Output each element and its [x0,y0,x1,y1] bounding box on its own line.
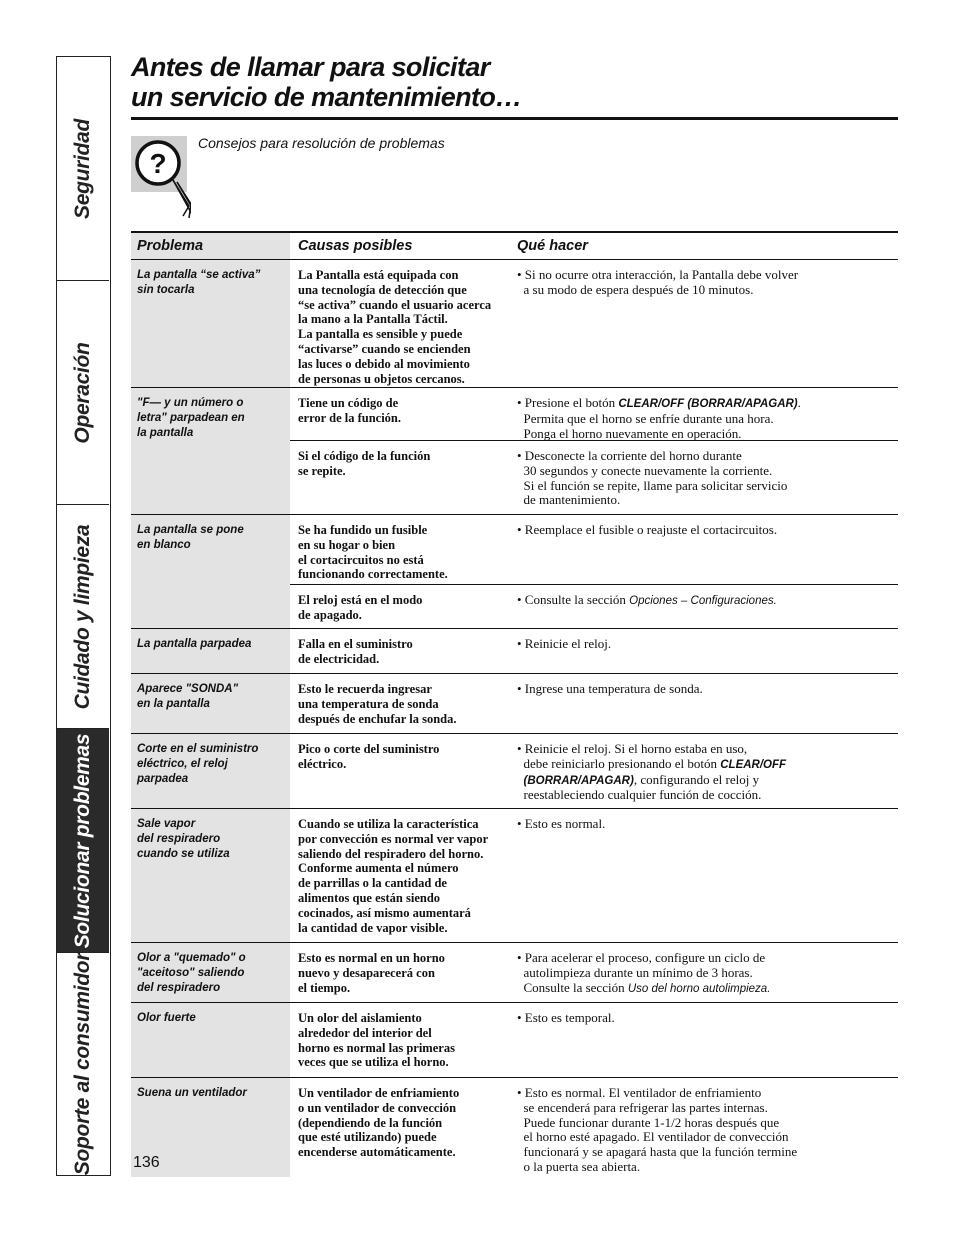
problem-line: Corte en el suministro [137,743,259,755]
action-text: se encenderá para refrigerar las partes internas. [517,1099,768,1115]
action-line [517,523,897,538]
button-reference: Opciones – Configuraciones. [629,595,777,607]
problem-line: parpadea [137,772,189,785]
table-row [131,260,898,388]
cause-line: “activarse” cuando se encienden [298,341,471,356]
tab-operacion[interactable] [57,281,109,505]
cause-cell [298,951,510,995]
cause-line: La pantalla es sensible y puede [298,327,463,342]
cause-line: cocinados, así mismo aumentará [298,905,471,920]
cause-line: el cortacircuitos no está [298,552,424,567]
action-text: • Presione el botón [517,395,619,410]
cause-cell [298,682,510,726]
cause-line: la cantidad de vapor visible. [298,920,448,935]
cause-line: alrededor del interior del [298,1025,432,1040]
problem-cell [137,742,287,786]
problem-line: "aceitoso" saliendo [137,966,245,979]
title-line-2: un servicio de mantenimiento… [131,82,522,112]
action-line [517,268,897,283]
cause-line: en su hogar o bien [298,537,396,552]
action-cell [517,593,897,609]
cause-line: El reloj está en el modo [298,593,423,607]
problem-line: Sale vapor [137,818,196,830]
action-line [517,1130,897,1145]
header-causas: Causas posibles [298,238,413,254]
cause-line: por convección es normal ver vapor [298,831,489,846]
cause-line: (dependiendo de la función [298,1115,443,1130]
action-line [517,788,897,803]
action-text: de mantenimiento. [517,492,621,508]
section-tabs [56,56,111,1176]
problem-line: en blanco [137,538,191,551]
action-text: • Esto es temporal. [517,1010,615,1025]
cause-cell [298,1086,510,1160]
action-line [517,396,897,412]
cause-line: veces que se utiliza el horno. [298,1055,449,1070]
action-line [517,1101,897,1116]
action-line [517,817,897,832]
problem-line: Aparece "SONDA" [137,683,239,695]
problem-cell [137,682,287,712]
tab-label: Solucionar problemas [71,733,94,948]
action-line [517,951,897,966]
action-line [517,1145,897,1160]
cause-line: Un ventilador de enfriamiento [298,1086,460,1100]
cause-line: funcionando correctamente. [298,567,448,582]
action-text: o la puerta sea abierta. [517,1158,641,1174]
problem-line: del respiradero [137,981,221,994]
table-row [131,1003,898,1078]
action-line [517,1160,897,1175]
action-line [517,637,897,652]
cause-line: o un ventilador de convección [298,1100,457,1115]
action-line [517,682,897,697]
problem-cell [137,268,287,298]
page-title [131,52,522,112]
table-row [131,515,898,629]
action-cell [517,268,897,298]
action-text: funcionará y se apagará hasta que la función termine [517,1144,798,1160]
button-reference: Uso del horno autolimpieza. [627,982,771,995]
problem-line: La pantalla “se activa” [137,269,261,281]
table-row [131,809,898,943]
action-text: • Ingrese una temperatura de sonda. [517,681,703,696]
problem-line: La pantalla parpadea [137,638,252,650]
problem-cell [137,637,287,652]
action-text: • Reemplace el fusible o reajuste el cortacircuitos. [517,522,778,537]
problem-cell [137,951,287,995]
cause-line: de apagado. [298,607,362,622]
action-cell [517,523,897,538]
action-text: • Para acelerar el proceso, configure un ciclo de [517,950,766,965]
button-reference: CLEAR/OFF (BORRAR/APAGAR) [618,398,798,410]
cause-line: las luces o debido al movimiento [298,356,470,371]
action-line [517,493,897,508]
action-cell [517,742,897,803]
action-text: • Consulte la sección [517,592,630,607]
action-cell [517,396,897,441]
cause-line: de electricidad. [298,651,380,666]
button-reference: CLEAR/OFF [720,758,787,771]
header-problema: Problema [137,238,204,254]
table-row [131,734,898,809]
cause-cell [298,523,510,582]
cause-line: Si el código de la función [298,449,431,463]
problem-line: en la pantalla [137,697,210,710]
tab-label: Cuidado y limpieza [71,524,94,709]
action-text: , configurando el reloj y [633,771,760,787]
cause-row [290,809,898,943]
cause-line: Esto es normal en un horno [298,951,445,965]
action-cell [517,817,897,832]
action-line [517,757,897,773]
problem-line: Olor a "quemado" o [137,952,246,964]
problem-cell [137,396,287,440]
tab-seguridad[interactable] [57,57,109,281]
action-text: • Desconecte la corriente del horno durante [517,448,742,463]
problem-line: sin tocarla [137,283,195,296]
action-text: Ponga el horno nuevamente en operación. [517,425,742,441]
question-magnifier-icon [131,136,191,220]
cause-row [290,734,898,809]
action-line [517,1116,897,1131]
cause-cell [298,268,510,386]
troubleshooting-table [131,231,898,1176]
action-text: • Si no ocurre otra interacción, la Pantalla debe volver [517,267,799,282]
cause-line: Cuando se utiliza la característica [298,817,479,831]
problem-line: "F— y un número o [137,397,244,409]
action-line [517,593,897,609]
action-line [517,412,897,427]
svg-text:?: ? [149,148,167,179]
action-text: debe reiniciarlo presionando el botón [517,755,721,771]
tab-label: Operación [71,341,94,444]
cause-row [290,1003,898,1078]
action-line [517,1011,897,1026]
problem-line: del respiradero [137,832,221,845]
action-cell [517,951,897,996]
header-que-hacer: Qué hacer [517,238,588,254]
cause-line: encenderse automáticamente. [298,1145,456,1160]
cause-line: de personas u objetos cercanos. [298,371,465,386]
action-cell [517,1086,897,1175]
cause-line: Se ha fundido un fusible [298,523,428,537]
action-line [517,773,897,789]
problem-line: letra" parpadean en [137,411,245,424]
action-text: • Esto es normal. [517,816,606,831]
problem-line: la pantalla [137,426,194,439]
cause-line: Falla en el suministro [298,637,413,651]
section-subtitle: Consejos para resolución de problemas [198,135,445,151]
action-text: Permita que el horno se enfríe durante una hora. [517,410,774,426]
action-text: • Esto es normal. El ventilador de enfriamiento [517,1085,762,1100]
cause-line: nuevo y desaparecerá con [298,965,435,980]
cause-row [290,629,898,674]
tab-soporte-al-consumidor[interactable] [57,953,109,1174]
action-text: 30 segundos y conecte nuevamente la corriente. [517,462,773,478]
cause-cell [298,742,510,772]
tab-label: Soporte al consumidor [71,952,94,1175]
problem-cell [137,523,287,553]
cause-row [290,674,898,734]
cause-line: “se activa” cuando el usuario acerca [298,297,492,312]
cause-row [290,260,898,388]
action-cell [517,637,897,652]
action-text: . [797,395,801,410]
table-row [131,943,898,1003]
cause-line: Pico o corte del suministro [298,742,440,756]
cause-line: saliendo del respiradero del horno. [298,846,484,861]
table-row [131,1078,898,1176]
action-text: • Reinicie el reloj. [517,636,612,651]
button-reference: (BORRAR/APAGAR) [523,774,634,787]
table-header [131,231,898,260]
cause-line: eléctrico. [298,756,347,771]
cause-row [290,584,898,630]
cause-cell [298,817,510,935]
tab-solucionar-problemas[interactable] [57,729,109,953]
title-rule [131,117,898,120]
tab-label: Seguridad [71,118,94,219]
problem-line: eléctrico, el reloj [137,757,228,770]
problem-line: cuando se utiliza [137,847,230,860]
cause-line: después de enchufar la sonda. [298,711,457,726]
cause-line: Tiene un código de [298,396,399,410]
cause-line: el tiempo. [298,980,351,995]
action-text: el horno esté apagado. El ventilador de convección [517,1129,789,1145]
table-row [131,388,898,515]
cause-row [290,943,898,1003]
cause-line: La Pantalla está equipada con [298,268,459,282]
problem-line: Olor fuerte [137,1012,196,1024]
cause-cell [298,637,510,667]
cause-line: una temperatura de sonda [298,696,439,711]
cause-line: Esto le recuerda ingresar [298,682,432,696]
cause-cell [298,593,510,623]
action-line [517,449,897,464]
action-line [517,479,897,494]
action-cell [517,682,897,697]
cause-line: la mano a la Pantalla Táctil. [298,312,448,327]
action-text: Puede funcionar durante 1-1/2 horas después que [517,1114,780,1130]
table-row [131,629,898,674]
cause-row [290,388,898,440]
action-line [517,464,897,479]
action-text: autolimpieza durante un mínimo de 3 horas. [517,964,753,980]
problem-line: Suena un ventilador [137,1087,247,1099]
cause-line: Un olor del aislamiento [298,1011,422,1025]
action-line [517,283,897,298]
action-text: Consulte la sección [517,979,628,995]
problem-line: La pantalla se pone [137,524,244,536]
cause-line: una tecnología de detección que [298,282,467,297]
cause-line: se repite. [298,463,346,478]
cause-line: error de la función. [298,410,402,425]
page-number: 136 [133,1154,160,1171]
cause-row [290,1078,898,1176]
action-text: a su modo de espera después de 10 minutos. [517,281,754,297]
action-line [517,1086,897,1101]
cause-line: alimentos que están siendo [298,890,441,905]
table-row [131,674,898,734]
cause-line: de parrillas o la cantidad de [298,876,447,891]
cause-row [290,440,898,516]
cause-line: Conforme aumenta el número [298,861,459,876]
action-line [517,742,897,757]
action-cell [517,449,897,508]
action-text: Si el función se repite, llame para solicitar servicio [517,477,788,493]
cause-cell [298,396,510,426]
tab-cuidado-y-limpieza[interactable] [57,505,109,729]
action-text: • Reinicie el reloj. Si el horno estaba en uso, [517,741,748,756]
problem-cell [137,817,287,861]
action-text: reestableciendo cualquier función de cocción. [517,787,762,803]
title-line-1: Antes de llamar para solicitar [131,52,490,82]
problem-cell [137,1011,287,1026]
action-line [517,966,897,981]
problem-cell [137,1086,287,1101]
cause-line: horno es normal las primeras [298,1040,455,1055]
action-line [517,981,897,997]
action-cell [517,1011,897,1026]
cause-row [290,515,898,584]
cause-line: que esté utilizando) puede [298,1130,437,1145]
cause-cell [298,1011,510,1070]
cause-cell [298,449,510,479]
